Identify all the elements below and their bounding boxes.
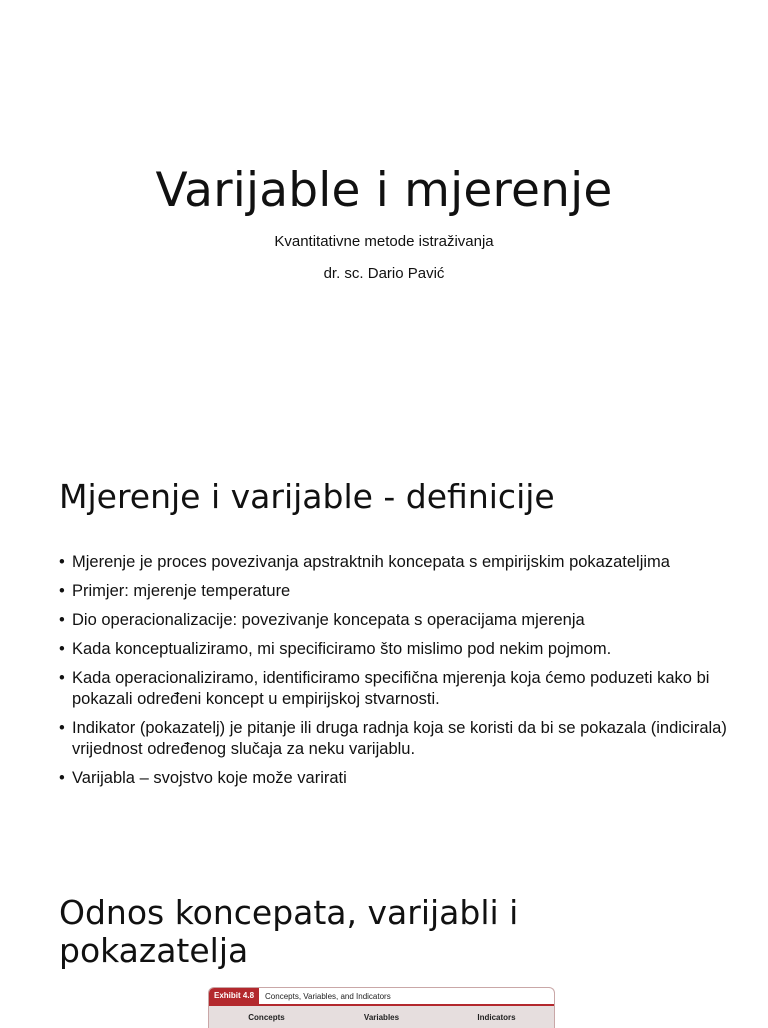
- exhibit-column-headers: [209, 1006, 554, 1028]
- relations-slide: [0, 860, 768, 1024]
- bullet-item: • Primjer: mjerenje temperature: [59, 581, 739, 602]
- exhibit-title: Concepts, Variables, and Indicators: [265, 991, 391, 1001]
- column-header-indicators: Indicators: [477, 1012, 516, 1022]
- definitions-slide: [0, 440, 768, 860]
- bullet-item: • Dio operacionalizacije: povezivanje koncepata s operacijama mjerenja: [59, 610, 739, 631]
- exhibit-tag: Exhibit 4.8: [209, 988, 259, 1004]
- title-slide: [0, 0, 768, 440]
- bullet-item: • Kada konceptualiziramo, mi specificiramo što mislimo pod nekim pojmom.: [59, 639, 739, 660]
- slide-title: Mjerenje i varijable - definicije: [59, 477, 555, 516]
- column-header-variables: Variables: [363, 1012, 400, 1022]
- column-header-concepts: Concepts: [248, 1012, 285, 1022]
- bullet-item: • Varijabla – svojstvo koje može varirati: [59, 768, 739, 789]
- exhibit-figure: [208, 987, 555, 1028]
- exhibit-header: [209, 988, 554, 1004]
- bullet-item: • Indikator (pokazatelj) je pitanje ili druga radnja koja se koristi da bi se pokazala (indicirala) vrijednost određenog slučaja za neku varijablu.: [59, 718, 739, 760]
- bullet-list: [59, 552, 739, 797]
- main-title: Varijable i mjerenje: [155, 163, 613, 218]
- bullet-item: • Mjerenje je proces povezivanja apstraktnih koncepata s empirijskim pokazateljima: [59, 552, 739, 573]
- bullet-item: • Kada operacionaliziramo, identificiramo specifična mjerenja koja ćemo poduzeti kako bi pokazali određeni koncept u empirijskoj stvarnosti.: [59, 668, 739, 710]
- author-name: dr. sc. Dario Pavić: [323, 265, 445, 282]
- course-subtitle: Kvantitativne metode istraživanja: [274, 233, 494, 250]
- slide-title: Odnos koncepata, varijabli i pokazatelja: [59, 893, 519, 970]
